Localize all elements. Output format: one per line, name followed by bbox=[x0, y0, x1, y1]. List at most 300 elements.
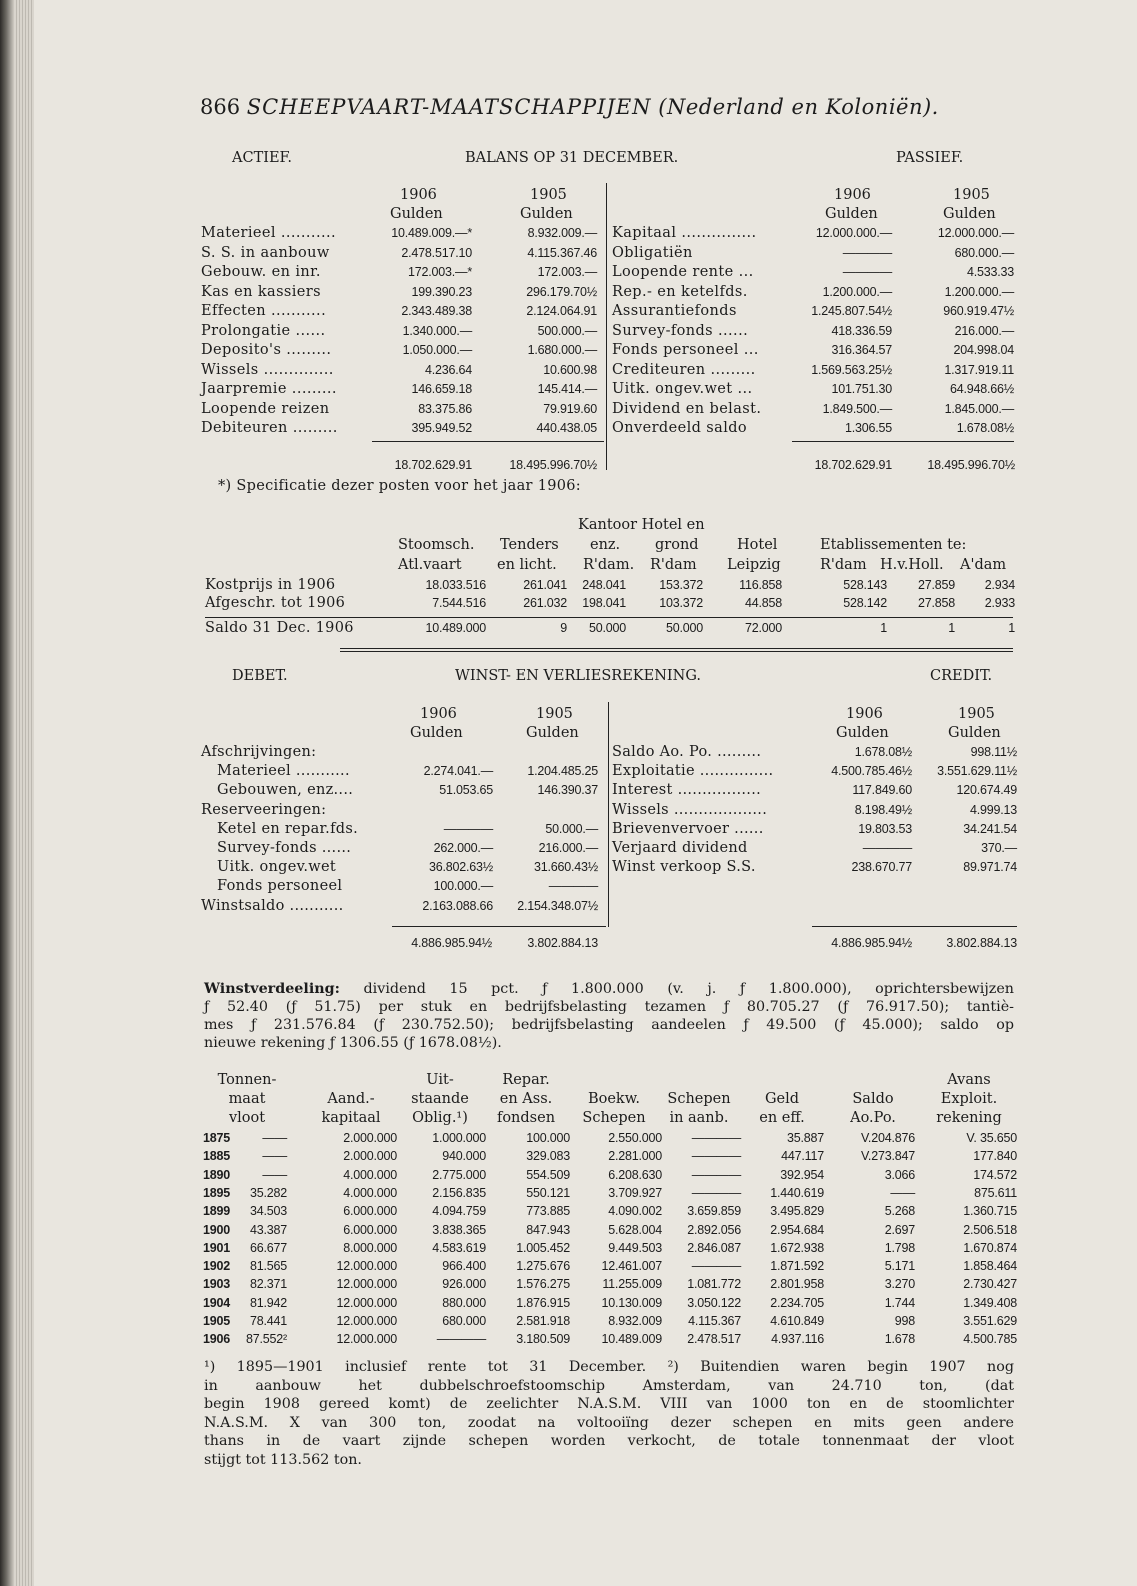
history-cell: 174.572 bbox=[973, 1167, 1017, 1182]
spec-cell: 10.489.000 bbox=[425, 621, 486, 635]
history-cell: 1.360.715 bbox=[963, 1204, 1017, 1219]
debit-label: Survey-fonds ...... bbox=[217, 840, 352, 856]
history-year: 1905 bbox=[203, 1314, 231, 1328]
footnote-line-2: in aanbouw het dubbelschroefstoomschip Amsterdam, van 24.710 ton, (dat bbox=[204, 1377, 1014, 1394]
pl-divider bbox=[608, 702, 609, 927]
history-header: rekening bbox=[936, 1110, 1002, 1126]
history-cell: 1.349.408 bbox=[963, 1295, 1017, 1310]
history-cell: 5.628.004 bbox=[608, 1222, 662, 1237]
spec-cell: 2.933 bbox=[984, 596, 1015, 610]
credit-total-1905: 3.802.884.13 bbox=[946, 936, 1017, 950]
history-cell: 773.885 bbox=[526, 1204, 570, 1219]
credit-label: Saldo Ao. Po. ......... bbox=[612, 744, 762, 760]
balance-title: BALANS OP 31 DECEMBER. bbox=[465, 150, 679, 166]
spec-cell: 248.041 bbox=[582, 578, 626, 592]
history-cell: 11.255.009 bbox=[602, 1277, 662, 1292]
history-year: 1890 bbox=[203, 1167, 231, 1182]
history-cell: 1.440.619 bbox=[770, 1185, 824, 1200]
history-cell: 2.000.000 bbox=[343, 1149, 397, 1164]
history-cell: 81.565 bbox=[249, 1259, 287, 1274]
history-header: Schepen bbox=[667, 1091, 731, 1107]
page-number: 866 bbox=[200, 95, 241, 119]
spec-cell: 528.143 bbox=[843, 578, 887, 592]
spec-cell: 7.544.516 bbox=[432, 596, 486, 610]
credit-unit-1905: Gulden bbox=[948, 725, 1001, 741]
assets-label: Prolongatie ...... bbox=[201, 322, 326, 339]
assets-total-1905: 18.495.996.70½ bbox=[509, 458, 597, 472]
history-header: Saldo bbox=[852, 1091, 894, 1107]
history-cell: 177.840 bbox=[973, 1149, 1017, 1164]
debit-value-1905: 50.000.— bbox=[545, 821, 598, 836]
history-header: Oblig.¹) bbox=[412, 1110, 468, 1126]
history-cell: 8.932.009 bbox=[608, 1314, 662, 1328]
assets-label: Debiteuren ......... bbox=[201, 420, 338, 436]
debit-value-1906: 2.163.088.66 bbox=[422, 898, 493, 913]
history-cell: 6.208.630 bbox=[608, 1167, 662, 1182]
history-cell: 875.611 bbox=[974, 1185, 1017, 1200]
history-cell: 4.937.116 bbox=[771, 1332, 824, 1347]
assets-label: Wissels .............. bbox=[201, 361, 334, 378]
history-cell: V. 35.650 bbox=[966, 1131, 1017, 1145]
history-cell: 3.270 bbox=[884, 1277, 915, 1292]
history-cell: 78.441 bbox=[249, 1314, 287, 1328]
debit-label: Gebouwen, enz.... bbox=[217, 782, 354, 799]
pl-right-heading: CREDIT. bbox=[930, 668, 993, 684]
history-cell: 1.670.874 bbox=[963, 1240, 1017, 1255]
history-year: 1899 bbox=[203, 1204, 231, 1219]
liabs-label: Rep.- en ketelfds. bbox=[612, 283, 748, 300]
history-header: Repar. bbox=[502, 1072, 550, 1088]
assets-value-1906: 146.659.18 bbox=[411, 382, 472, 396]
debit-label: Winstsaldo ........... bbox=[201, 897, 344, 914]
spec-cell: 198.041 bbox=[582, 596, 626, 610]
credit-year-1906: 1906 bbox=[846, 706, 883, 722]
spec-cell: 116.858 bbox=[739, 578, 782, 592]
history-header: fondsen bbox=[496, 1110, 556, 1126]
history-cell: —— bbox=[262, 1131, 287, 1145]
balance-right-heading: PASSIEF. bbox=[896, 150, 964, 166]
history-cell: 2.506.518 bbox=[963, 1222, 1017, 1237]
debit-value-1905: 31.660.43½ bbox=[533, 860, 598, 875]
footnote-line-3: begin 1908 gereed komt) de zeelichter N.A.S.M. VIII van 1000 ton en de stoomlichter bbox=[204, 1396, 1014, 1412]
debit-value-1906: 262.000.— bbox=[433, 841, 493, 855]
liabs-label: Assurantiefonds bbox=[612, 303, 737, 319]
liabs-value-1905: 1.845.000.— bbox=[944, 401, 1014, 416]
assets-label: S. S. in aanbouw bbox=[201, 244, 330, 261]
history-cell: 2.801.958 bbox=[770, 1277, 824, 1292]
profit-distribution-line-4: nieuwe rekening ƒ 1306.55 (ƒ 1678.08½). bbox=[204, 1035, 502, 1051]
credit-label: Exploitatie ............... bbox=[612, 763, 774, 780]
spec-bottom-rule-1 bbox=[340, 648, 1013, 649]
spec-cell: 72.000 bbox=[744, 621, 782, 635]
spec-cell: 27.859 bbox=[917, 578, 955, 592]
history-cell: 3.709.927 bbox=[608, 1185, 662, 1200]
history-cell: 554.509 bbox=[526, 1167, 570, 1182]
history-header: Avans bbox=[947, 1072, 991, 1088]
credit-label: Winst verkoop S.S. bbox=[612, 859, 756, 876]
spec-head-3: R'dam bbox=[650, 557, 697, 573]
spec-cell: 103.372 bbox=[659, 596, 703, 610]
history-cell: ———— bbox=[691, 1185, 741, 1200]
assets-label: Deposito's ......... bbox=[201, 342, 332, 358]
history-cell: 1.871.592 bbox=[770, 1259, 824, 1274]
spec-row-label: Saldo 31 Dec. 1906 bbox=[205, 620, 354, 636]
history-cell: 34.503 bbox=[249, 1204, 287, 1219]
history-cell: 3.551.629 bbox=[963, 1314, 1017, 1328]
spec-head-3: Atl.vaart bbox=[398, 557, 462, 573]
liabs-label: Obligatiën bbox=[612, 244, 693, 261]
credit-total-1906: 4.886.985.94½ bbox=[831, 936, 912, 950]
debit-value-1905: 1.204.485.25 bbox=[527, 764, 598, 779]
credit-value-1906: 4.500.785.46½ bbox=[831, 764, 912, 779]
credit-year-1905: 1905 bbox=[958, 706, 995, 722]
debit-label: Ketel en repar.fds. bbox=[217, 820, 358, 837]
history-cell: 43.387 bbox=[249, 1222, 287, 1237]
assets-label: Materieel ........... bbox=[201, 225, 336, 241]
history-cell: 12.000.000 bbox=[336, 1277, 397, 1292]
history-cell: 447.117 bbox=[781, 1149, 824, 1164]
history-cell: 1.081.772 bbox=[687, 1277, 741, 1292]
liabs-value-1905: 960.919.47½ bbox=[943, 304, 1014, 318]
spec-cell: 528.142 bbox=[843, 596, 887, 610]
history-cell: 3.180.509 bbox=[516, 1332, 570, 1347]
liabs-value-1905: 216.000.— bbox=[954, 323, 1014, 338]
history-cell: 2.478.517 bbox=[687, 1332, 741, 1347]
spec-head-1: Kantoor Hotel en bbox=[578, 517, 705, 533]
history-header: staande bbox=[411, 1091, 469, 1107]
spec-cell: 44.858 bbox=[744, 596, 782, 610]
history-cell: 35.282 bbox=[249, 1185, 287, 1200]
assets-value-1905: 440.438.05 bbox=[536, 421, 597, 435]
liab-unit-1905: Gulden bbox=[943, 206, 996, 222]
history-header: Tonnen- bbox=[217, 1072, 277, 1088]
liabs-value-1905: 204.998.04 bbox=[953, 343, 1014, 357]
history-cell: 680.000 bbox=[442, 1314, 486, 1328]
history-header: Uit- bbox=[426, 1072, 454, 1088]
assets-total-rule bbox=[372, 441, 604, 442]
liab-unit-1906: Gulden bbox=[825, 206, 878, 222]
debit-label: Reserveeringen: bbox=[201, 801, 327, 818]
liab-year-1906: 1906 bbox=[834, 187, 871, 203]
credit-label: Wissels ................... bbox=[612, 801, 768, 818]
history-year: 1901 bbox=[203, 1240, 231, 1255]
history-cell: 4.090.002 bbox=[608, 1204, 662, 1219]
spec-cell: 261.041 bbox=[523, 578, 567, 592]
history-cell: 6.000.000 bbox=[343, 1222, 397, 1237]
assets-value-1906: 199.390.23 bbox=[411, 284, 472, 299]
liabs-value-1906: 12.000.000.— bbox=[815, 226, 892, 240]
history-cell: ———— bbox=[691, 1149, 741, 1164]
footnote-line-5: thans in de vaart zijnde schepen worden verkocht, de totale tonnenmaat der vloot bbox=[204, 1433, 1014, 1449]
running-header bbox=[200, 95, 939, 119]
history-cell: 1.678 bbox=[884, 1332, 915, 1347]
assets-value-1906: 172.003.—* bbox=[407, 265, 472, 279]
history-cell: 940.000 bbox=[442, 1149, 486, 1164]
liabs-label: Uitk. ongev.wet ... bbox=[612, 381, 753, 397]
history-cell: 4.094.759 bbox=[432, 1204, 486, 1219]
history-year: 1900 bbox=[203, 1222, 231, 1237]
liabs-label: Onverdeeld saldo bbox=[612, 420, 748, 436]
liab-total-1906: 18.702.629.91 bbox=[814, 458, 892, 472]
credit-total-rule bbox=[812, 926, 1017, 927]
liabs-value-1905: 64.948.66½ bbox=[949, 382, 1014, 396]
debit-value-1905: 216.000.— bbox=[538, 841, 598, 855]
spec-cell: 9 bbox=[560, 621, 567, 635]
assets-value-1905: 8.932.009.— bbox=[527, 226, 597, 240]
history-cell: —— bbox=[890, 1185, 915, 1200]
credit-value-1906: 238.670.77 bbox=[851, 860, 912, 875]
credit-value-1905: 3.551.629.11½ bbox=[937, 764, 1017, 779]
assets-value-1905: 172.003.— bbox=[537, 265, 597, 279]
spec-cell: 153.372 bbox=[659, 578, 703, 592]
liabs-value-1906: 1.849.500.— bbox=[822, 401, 892, 416]
liabs-value-1905: 1.317.919.11 bbox=[944, 362, 1014, 377]
credit-label: Brievenvervoer ...... bbox=[612, 820, 764, 837]
history-header: maat bbox=[228, 1091, 266, 1107]
spec-row-label: Afgeschr. tot 1906 bbox=[205, 595, 346, 611]
history-cell: 329.083 bbox=[526, 1149, 570, 1164]
history-cell: 1.858.464 bbox=[963, 1259, 1017, 1274]
liabs-value-1905: 1.200.000.— bbox=[944, 284, 1014, 299]
history-year: 1885 bbox=[203, 1149, 231, 1164]
debit-value-1906: 2.274.041.— bbox=[423, 764, 493, 779]
history-cell: 2.234.705 bbox=[770, 1295, 824, 1310]
assets-unit-1906: Gulden bbox=[390, 206, 443, 222]
liabs-value-1905: 4.533.33 bbox=[966, 265, 1014, 279]
history-cell: 82.371 bbox=[249, 1277, 287, 1292]
history-cell: 926.000 bbox=[442, 1277, 486, 1292]
history-cell: 5.171 bbox=[884, 1259, 915, 1274]
history-cell: V.204.876 bbox=[860, 1131, 915, 1145]
history-cell: 2.954.684 bbox=[770, 1222, 824, 1237]
assets-value-1906: 83.375.86 bbox=[418, 401, 472, 416]
credit-value-1905: 89.971.74 bbox=[963, 860, 1017, 875]
history-header: Geld bbox=[764, 1091, 800, 1107]
running-title: SCHEEPVAART-MAATSCHAPPIJEN bbox=[246, 95, 652, 119]
debit-label: Materieel ........... bbox=[217, 763, 350, 780]
credit-unit-1906: Gulden bbox=[836, 725, 889, 741]
history-cell: 3.066 bbox=[884, 1167, 915, 1182]
assets-label: Loopende reizen bbox=[201, 400, 330, 417]
assets-year-1905: 1905 bbox=[530, 187, 567, 203]
assets-value-1905: 500.000.— bbox=[537, 323, 597, 338]
history-cell: 550.121 bbox=[526, 1185, 570, 1200]
history-year: 1895 bbox=[203, 1185, 231, 1200]
spec-cell: 27.858 bbox=[917, 596, 955, 610]
history-cell: 2.846.087 bbox=[687, 1240, 741, 1255]
history-cell: 10.489.009 bbox=[601, 1332, 662, 1347]
assets-value-1906: 2.478.517.10 bbox=[401, 245, 472, 260]
history-cell: 847.943 bbox=[526, 1222, 570, 1237]
history-year: 1906 bbox=[203, 1332, 231, 1347]
credit-label: Interest ................. bbox=[612, 782, 762, 799]
spec-head-2: grond bbox=[655, 537, 699, 553]
assets-value-1905: 1.680.000.— bbox=[527, 343, 597, 357]
spec-cell: 18.033.516 bbox=[425, 578, 486, 592]
history-cell: 2.892.056 bbox=[687, 1222, 741, 1237]
history-cell: 1.798 bbox=[884, 1240, 915, 1255]
profit-distribution bbox=[204, 980, 1014, 1052]
liabs-label: Fonds personeel ... bbox=[612, 342, 759, 358]
profit-distribution-line-1: dividend 15 pct. ƒ 1.800.000 (v. j. ƒ 1.800.000), oprichtersbewijzen bbox=[363, 981, 1014, 997]
history-header: en eff. bbox=[759, 1110, 805, 1126]
history-cell: 1.576.275 bbox=[516, 1277, 570, 1292]
assets-value-1905: 296.179.70½ bbox=[526, 284, 597, 299]
liabs-label: Crediteuren ......... bbox=[612, 361, 756, 378]
debit-label: Afschrijvingen: bbox=[201, 744, 317, 760]
debit-year-1905: 1905 bbox=[536, 706, 573, 722]
history-cell: 2.697 bbox=[884, 1222, 915, 1237]
debit-value-1906: 100.000.— bbox=[433, 879, 493, 894]
history-cell: 966.400 bbox=[442, 1259, 486, 1274]
history-cell: 2.156.835 bbox=[432, 1185, 486, 1200]
spec-cell: 1 bbox=[880, 621, 887, 635]
liabs-label: Kapitaal ............... bbox=[612, 225, 757, 241]
history-cell: 998 bbox=[894, 1314, 915, 1328]
assets-label: Jaarpremie ......... bbox=[201, 381, 337, 397]
assets-label: Effecten ........... bbox=[201, 303, 327, 319]
history-cell: ———— bbox=[691, 1259, 741, 1274]
pl-left-heading: DEBET. bbox=[232, 668, 288, 684]
history-cell: 66.677 bbox=[249, 1240, 287, 1255]
history-cell: ———— bbox=[691, 1167, 741, 1182]
history-cell: 4.583.619 bbox=[432, 1240, 486, 1255]
liab-total-1905: 18.495.996.70½ bbox=[927, 458, 1015, 472]
liabs-value-1906: 316.364.57 bbox=[831, 343, 892, 357]
spec-cell: 261.032 bbox=[523, 596, 567, 610]
credit-value-1906: 1.678.08½ bbox=[854, 745, 912, 759]
liabs-value-1905: 12.000.000.— bbox=[937, 226, 1014, 240]
pl-title: WINST- EN VERLIESREKENING. bbox=[455, 668, 701, 684]
history-cell: 1.000.000 bbox=[432, 1131, 486, 1145]
assets-value-1905: 4.115.367.46 bbox=[527, 245, 597, 260]
debit-total-rule bbox=[392, 926, 606, 927]
assets-unit-1905: Gulden bbox=[520, 206, 573, 222]
spec-head-3: A'dam bbox=[960, 557, 1007, 573]
history-cell: 880.000 bbox=[442, 1295, 486, 1310]
history-cell: 2.730.427 bbox=[963, 1277, 1017, 1292]
spec-head-3: R'dam bbox=[820, 557, 867, 573]
history-cell: 35.887 bbox=[786, 1131, 824, 1145]
debit-value-1905: 146.390.37 bbox=[537, 783, 598, 798]
assets-total-1906: 18.702.629.91 bbox=[394, 458, 472, 472]
credit-value-1905: 998.11½ bbox=[970, 745, 1017, 759]
history-cell: 2.281.000 bbox=[608, 1149, 662, 1164]
liabs-value-1906: 1.200.000.— bbox=[822, 284, 892, 299]
credit-value-1906: 117.849.60 bbox=[852, 783, 912, 798]
history-cell: —— bbox=[262, 1167, 287, 1182]
footnotes bbox=[204, 1358, 1014, 1469]
history-cell: 100.000 bbox=[526, 1131, 570, 1145]
spec-head-3: R'dam. bbox=[583, 557, 635, 573]
debit-value-1906: 51.053.65 bbox=[439, 783, 493, 798]
history-header: Ao.Po. bbox=[850, 1110, 896, 1126]
assets-value-1906: 4.236.64 bbox=[424, 362, 472, 377]
history-header: Aand.- bbox=[327, 1091, 375, 1107]
liabs-value-1905: 680.000.— bbox=[954, 245, 1014, 260]
spec-head-2: Etablissementen te: bbox=[820, 537, 967, 553]
history-cell: 5.268 bbox=[884, 1204, 915, 1219]
debit-value-1906: ———— bbox=[443, 821, 493, 836]
spec-head-2: enz. bbox=[590, 537, 621, 553]
history-cell: 3.495.829 bbox=[770, 1204, 824, 1219]
credit-value-1905: 4.999.13 bbox=[969, 802, 1017, 817]
balance-divider bbox=[606, 183, 607, 470]
history-cell: 9.449.503 bbox=[608, 1240, 662, 1255]
credit-value-1905: 370.— bbox=[981, 841, 1017, 855]
history-header: en Ass. bbox=[499, 1091, 553, 1107]
history-header: kapitaal bbox=[321, 1110, 381, 1126]
history-header: Schepen bbox=[582, 1110, 646, 1126]
history-cell: 3.050.122 bbox=[687, 1295, 741, 1310]
history-cell: —— bbox=[262, 1149, 287, 1164]
spec-cell: 1 bbox=[1008, 621, 1015, 635]
credit-value-1905: 34.241.54 bbox=[963, 821, 1017, 836]
spec-rule bbox=[205, 617, 1013, 618]
balance-left-heading: ACTIEF. bbox=[232, 150, 292, 166]
history-cell: 4.000.000 bbox=[343, 1167, 397, 1182]
running-subtitle: (Nederland en Koloniën). bbox=[658, 95, 939, 119]
liabs-value-1906: ———— bbox=[842, 265, 892, 279]
history-header: vloot bbox=[228, 1110, 266, 1126]
profit-distribution-line-2: ƒ 52.40 (ƒ 51.75) per stuk en bedrijfsbelasting tezamen ƒ 80.705.27 (ƒ 76.917.50); tantiè- bbox=[204, 999, 1014, 1015]
history-cell: 1.876.915 bbox=[516, 1295, 570, 1310]
spec-cell: 50.000 bbox=[588, 621, 626, 635]
assets-value-1905: 2.124.064.91 bbox=[526, 304, 597, 318]
history-cell: 3.659.859 bbox=[687, 1204, 741, 1219]
history-cell: 1.672.938 bbox=[770, 1240, 824, 1255]
history-cell: 2.775.000 bbox=[432, 1167, 486, 1182]
debit-unit-1905: Gulden bbox=[526, 725, 579, 741]
history-cell: 1.005.452 bbox=[516, 1240, 570, 1255]
assets-value-1905: 10.600.98 bbox=[543, 362, 597, 377]
balance-footnote: *) Specificatie dezer posten voor het jaar 1906: bbox=[218, 478, 581, 494]
spec-head-3: Leipzig bbox=[727, 557, 781, 573]
credit-value-1906: ———— bbox=[862, 841, 912, 855]
liabs-value-1905: 1.678.08½ bbox=[956, 421, 1014, 435]
history-cell: ———— bbox=[691, 1131, 741, 1145]
debit-value-1905: 2.154.348.07½ bbox=[517, 898, 598, 913]
assets-label: Kas en kassiers bbox=[201, 283, 321, 300]
assets-value-1906: 1.340.000.— bbox=[402, 323, 472, 338]
liab-year-1905: 1905 bbox=[953, 187, 990, 203]
footnote-line-4: N.A.S.M. X van 300 ton, zoodat na voltooiïng dezer schepen en mits geen andere bbox=[204, 1414, 1014, 1431]
debit-value-1905: ———— bbox=[548, 879, 598, 894]
history-cell: 6.000.000 bbox=[343, 1204, 397, 1219]
history-header: Exploit. bbox=[940, 1091, 998, 1107]
history-cell: 4.000.000 bbox=[343, 1185, 397, 1200]
spec-head-3: en licht. bbox=[497, 557, 557, 573]
assets-value-1905: 145.414.— bbox=[537, 382, 597, 396]
debit-label: Fonds personeel bbox=[217, 878, 343, 895]
liabs-value-1906: 1.569.563.25½ bbox=[811, 362, 892, 377]
liabs-value-1906: 1.306.55 bbox=[844, 421, 892, 435]
history-header: in aanb. bbox=[669, 1110, 729, 1126]
debit-total-1906: 4.886.985.94½ bbox=[411, 936, 492, 950]
assets-value-1906: 395.949.52 bbox=[411, 421, 472, 435]
profit-distribution-line-3: mes ƒ 231.576.84 (ƒ 230.752.50); bedrijfsbelasting aandeelen ƒ 49.500 (ƒ 45.000); saldo op bbox=[204, 1017, 1014, 1033]
history-cell: 2.000.000 bbox=[343, 1131, 397, 1145]
history-header: Boekw. bbox=[587, 1091, 641, 1107]
footnote-line-1: ¹) 1895—1901 inclusief rente tot 31 December. ²) Buitendien waren begin 1907 nog bbox=[204, 1359, 1014, 1375]
history-cell: 87.552² bbox=[246, 1332, 287, 1347]
history-cell: 2.581.918 bbox=[516, 1314, 570, 1328]
credit-value-1905: 120.674.49 bbox=[956, 783, 1017, 798]
history-cell: 3.838.365 bbox=[432, 1222, 486, 1237]
credit-value-1906: 19.803.53 bbox=[858, 821, 912, 836]
spec-head-2: Stoomsch. bbox=[398, 537, 475, 553]
history-year: 1902 bbox=[203, 1259, 231, 1274]
